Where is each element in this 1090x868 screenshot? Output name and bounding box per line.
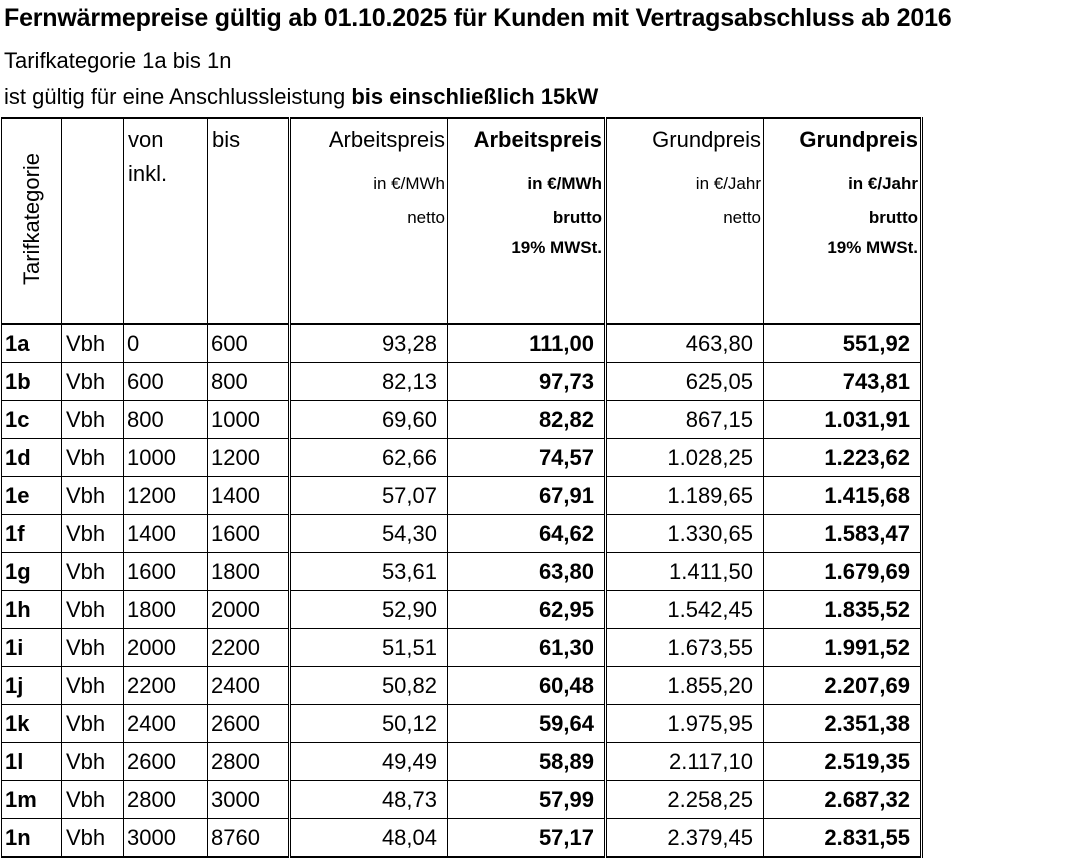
cell-base-price-net: 1.975,95 [606,705,764,743]
cell-from: 0 [124,324,208,363]
cell-work-price-gross: 59,64 [448,705,606,743]
cell-work-price-gross: 57,17 [448,819,606,858]
cell-category: 1f [2,515,62,553]
cell-category: 1e [2,477,62,515]
header-category-label: Tarifkategorie [18,152,44,286]
cell-base-price-net: 1.411,50 [606,553,764,591]
validity-note [4,84,598,110]
header-base-gross-title: Grundpreis [799,127,918,152]
cell-from: 1000 [124,439,208,477]
cell-to: 1800 [208,553,290,591]
table-row [2,363,922,401]
cell-from: 2600 [124,743,208,781]
cell-base-price-gross: 2.831,55 [764,819,922,858]
cell-category: 1g [2,553,62,591]
cell-work-price-gross: 97,73 [448,363,606,401]
cell-unit: Vbh [62,401,124,439]
header-work-gross-vat: 19% MWSt. [511,238,602,257]
cell-base-price-gross: 551,92 [764,324,922,363]
cell-base-price-net: 625,05 [606,363,764,401]
cell-unit: Vbh [62,439,124,477]
cell-base-price-net: 2.117,10 [606,743,764,781]
cell-work-price-net: 50,82 [290,667,448,705]
cell-work-price-gross: 62,95 [448,591,606,629]
cell-unit: Vbh [62,515,124,553]
header-base-gross-vat: 19% MWSt. [827,238,918,257]
table-row [2,743,922,781]
table-row [2,477,922,515]
cell-work-price-net: 48,73 [290,781,448,819]
header-work-net-title: Arbeitspreis [328,127,445,152]
cell-work-price-gross: 61,30 [448,629,606,667]
cell-from: 1800 [124,591,208,629]
table-row [2,553,922,591]
cell-base-price-net: 1.673,55 [606,629,764,667]
cell-category: 1h [2,591,62,629]
cell-base-price-net: 2.379,45 [606,819,764,858]
cell-base-price-gross: 2.519,35 [764,743,922,781]
header-unit [62,118,124,324]
cell-base-price-gross: 1.679,69 [764,553,922,591]
cell-unit: Vbh [62,667,124,705]
tariff-range-subtitle: Tarifkategorie 1a bis 1n [4,48,232,73]
cell-from: 2400 [124,705,208,743]
table-row [2,515,922,553]
cell-base-price-gross: 2.207,69 [764,667,922,705]
cell-category: 1n [2,819,62,858]
cell-base-price-net: 1.189,65 [606,477,764,515]
cell-work-price-gross: 67,91 [448,477,606,515]
cell-to: 1200 [208,439,290,477]
cell-base-price-gross: 2.351,38 [764,705,922,743]
cell-work-price-net: 69,60 [290,401,448,439]
cell-from: 3000 [124,819,208,858]
header-base-gross-unit: in €/Jahr [848,174,918,193]
cell-from: 2200 [124,667,208,705]
cell-base-price-gross: 1.583,47 [764,515,922,553]
header-base-gross-tax: brutto [868,208,918,227]
cell-base-price-net: 867,15 [606,401,764,439]
cell-work-price-gross: 74,57 [448,439,606,477]
cell-from: 600 [124,363,208,401]
header-work-gross [448,118,606,324]
cell-base-price-gross: 1.415,68 [764,477,922,515]
header-work-gross-tax: brutto [552,208,602,227]
cell-work-price-gross: 82,82 [448,401,606,439]
table-row [2,819,922,858]
cell-to: 3000 [208,781,290,819]
cell-base-price-net: 2.258,25 [606,781,764,819]
cell-unit: Vbh [62,363,124,401]
cell-base-price-gross: 743,81 [764,363,922,401]
cell-unit: Vbh [62,705,124,743]
cell-work-price-gross: 60,48 [448,667,606,705]
cell-base-price-gross: 1.031,91 [764,401,922,439]
table-row [2,401,922,439]
cell-work-price-net: 54,30 [290,515,448,553]
cell-base-price-net: 1.028,25 [606,439,764,477]
table-row [2,324,922,363]
table-row [2,781,922,819]
cell-to: 800 [208,363,290,401]
cell-work-price-net: 50,12 [290,705,448,743]
header-work-net-tax: netto [407,208,445,227]
cell-from: 1200 [124,477,208,515]
cell-to: 8760 [208,819,290,858]
tariff-table [1,117,923,858]
validity-prefix: ist gültig für eine Anschlussleistung [4,84,352,109]
cell-work-price-net: 93,28 [290,324,448,363]
header-base-net-tax: netto [723,208,761,227]
cell-work-price-gross: 63,80 [448,553,606,591]
cell-unit: Vbh [62,553,124,591]
cell-to: 2600 [208,705,290,743]
cell-base-price-gross: 1.991,52 [764,629,922,667]
cell-to: 2000 [208,591,290,629]
cell-work-price-net: 57,07 [290,477,448,515]
header-work-gross-unit: in €/MWh [527,174,602,193]
table-row [2,591,922,629]
table-row [2,439,922,477]
cell-category: 1i [2,629,62,667]
cell-to: 1400 [208,477,290,515]
cell-work-price-net: 53,61 [290,553,448,591]
cell-category: 1d [2,439,62,477]
cell-base-price-gross: 1.835,52 [764,591,922,629]
cell-unit: Vbh [62,743,124,781]
cell-to: 1600 [208,515,290,553]
cell-work-price-net: 49,49 [290,743,448,781]
cell-category: 1m [2,781,62,819]
cell-work-price-gross: 111,00 [448,324,606,363]
cell-category: 1j [2,667,62,705]
cell-category: 1l [2,743,62,781]
cell-unit: Vbh [62,477,124,515]
header-work-gross-title: Arbeitspreis [473,127,602,152]
cell-from: 2000 [124,629,208,667]
cell-to: 2400 [208,667,290,705]
cell-from: 1600 [124,553,208,591]
cell-work-price-net: 48,04 [290,819,448,858]
cell-base-price-net: 1.330,65 [606,515,764,553]
cell-base-price-net: 463,80 [606,324,764,363]
cell-work-price-net: 52,90 [290,591,448,629]
table-row [2,629,922,667]
cell-from: 800 [124,401,208,439]
cell-base-price-net: 1.855,20 [606,667,764,705]
cell-to: 600 [208,324,290,363]
cell-category: 1c [2,401,62,439]
cell-from: 1400 [124,515,208,553]
cell-to: 2200 [208,629,290,667]
header-to: bis [208,118,290,324]
header-work-net [290,118,448,324]
header-from: von inkl. [124,118,208,324]
header-base-gross [764,118,922,324]
cell-from: 2800 [124,781,208,819]
table-header-row [2,118,922,324]
cell-to: 2800 [208,743,290,781]
cell-base-price-gross: 2.687,32 [764,781,922,819]
header-base-net-title: Grundpreis [652,127,761,152]
header-base-net [606,118,764,324]
cell-category: 1k [2,705,62,743]
page-title: Fernwärmepreise gültig ab 01.10.2025 für Kunden mit Vertragsabschluss ab 2016 [4,4,952,32]
cell-work-price-net: 62,66 [290,439,448,477]
header-category [2,118,62,324]
cell-work-price-gross: 64,62 [448,515,606,553]
cell-work-price-net: 82,13 [290,363,448,401]
cell-category: 1a [2,324,62,363]
cell-category: 1b [2,363,62,401]
cell-base-price-net: 1.542,45 [606,591,764,629]
cell-unit: Vbh [62,591,124,629]
validity-limit: bis einschließlich 15kW [351,84,599,109]
cell-work-price-gross: 58,89 [448,743,606,781]
cell-work-price-net: 51,51 [290,629,448,667]
cell-unit: Vbh [62,781,124,819]
header-base-net-unit: in €/Jahr [695,174,761,193]
cell-unit: Vbh [62,629,124,667]
header-work-net-unit: in €/MWh [373,174,445,193]
table-row [2,705,922,743]
cell-unit: Vbh [62,819,124,858]
cell-unit: Vbh [62,324,124,363]
cell-base-price-gross: 1.223,62 [764,439,922,477]
table-row [2,667,922,705]
cell-to: 1000 [208,401,290,439]
cell-work-price-gross: 57,99 [448,781,606,819]
